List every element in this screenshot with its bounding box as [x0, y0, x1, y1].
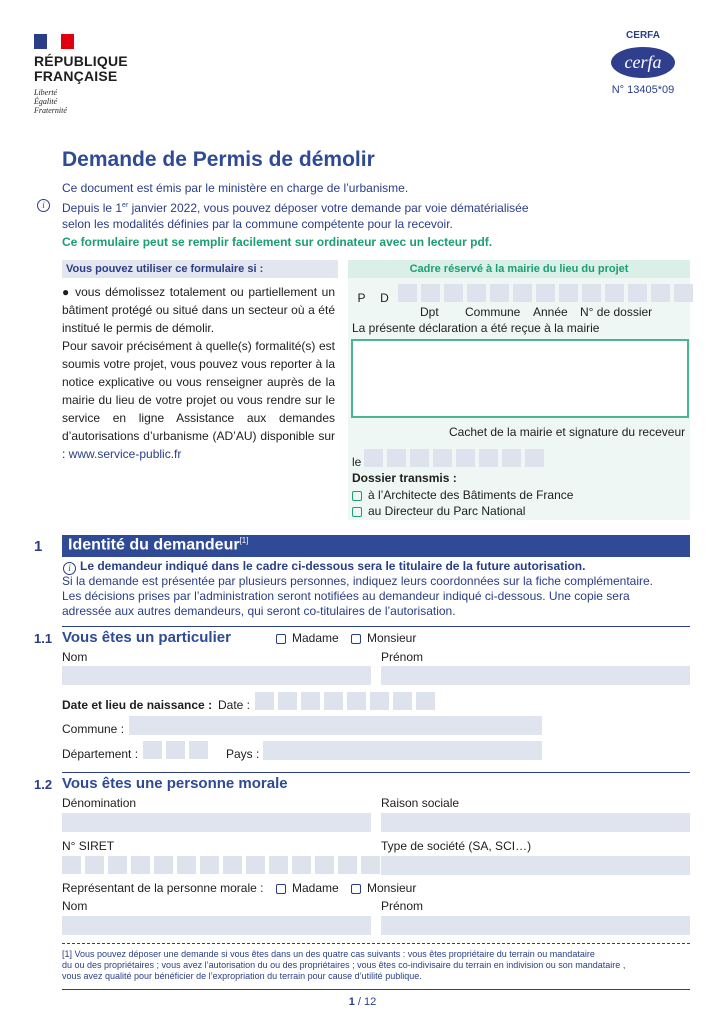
siret-cell[interactable]: [269, 856, 288, 874]
divider: [62, 626, 690, 627]
checkbox-madame[interactable]: [276, 634, 286, 644]
date-cell[interactable]: [456, 449, 475, 467]
nom-field[interactable]: [62, 666, 371, 685]
usage-heading: Vous pouvez utiliser ce formulaire si :: [62, 260, 338, 278]
intro-line2: Depuis le 1er janvier 2022, vous pouvez déposer votre demande par voie dématérialisée: [62, 201, 529, 215]
intro-line3: selon les modalités définies par la commune compétente pour la recevoir.: [62, 217, 453, 231]
section-title: Identité du demandeur[1]: [62, 535, 690, 557]
pays-label: Pays :: [226, 747, 260, 761]
dossier-cell[interactable]: [421, 284, 440, 302]
d-letter: D: [380, 291, 389, 305]
info-icon: i: [63, 562, 76, 575]
col-dossier: N° de dossier: [580, 305, 653, 319]
commune-field[interactable]: [129, 716, 542, 735]
nom-field[interactable]: [62, 916, 371, 935]
siret-cell[interactable]: [177, 856, 196, 874]
siret-cell[interactable]: [154, 856, 173, 874]
siret-cells: [62, 856, 384, 879]
type-label: Type de société (SA, SCI…): [381, 839, 532, 853]
siret-cell[interactable]: [315, 856, 334, 874]
section-note1: Le demandeur indiqué dans le cadre ci-dessous sera le titulaire de la future autorisation.: [80, 559, 586, 573]
reception-box[interactable]: [351, 339, 689, 418]
date-le-label: le: [352, 455, 362, 469]
siret-cell[interactable]: [361, 856, 380, 874]
checkbox-abf[interactable]: [352, 491, 362, 501]
prenom-field[interactable]: [381, 916, 690, 935]
section-note4: adressée aux autres demandeurs, qui seront co-titulaires de l’autorisation.: [62, 604, 456, 618]
footnote: [1] Vous pouvez déposer une demande si vous êtes dans un des quatre cas suivants : vous êtes propriétaire du terrain ou mandataire du ou des propriétaires ; vous avez l’autorisation du ou des propriétaires ; vous êtes co-indivisaire du terrain en indivision ou son mandataire , vous avez qualité pour bénéficier de l’expropriation du terrain pour cause d’utilité publique.: [62, 949, 626, 981]
option-monsieur[interactable]: Monsieur: [351, 881, 416, 895]
page-number: 1 / 12: [348, 996, 377, 1008]
siret-cell[interactable]: [246, 856, 265, 874]
departement-cells: [143, 741, 212, 764]
checkbox-madame[interactable]: [276, 884, 286, 894]
dossier-cell[interactable]: [536, 284, 555, 302]
dossier-number-cells: [352, 284, 697, 307]
col-commune: Commune: [465, 305, 521, 319]
siret-cell[interactable]: [85, 856, 104, 874]
dept-cell[interactable]: [166, 741, 185, 759]
dossier-cell[interactable]: [559, 284, 578, 302]
date-cell[interactable]: [301, 692, 320, 710]
cerfa-number: N° 13405*09: [611, 84, 675, 96]
intro-line4: Ce formulaire peut se remplir facilement sur ordinateur avec un lecteur pdf.: [62, 235, 493, 249]
dossier-cell[interactable]: [398, 284, 417, 302]
cerfa-label: CERFA: [626, 30, 660, 41]
intro-line1: Ce document est émis par le ministère en charge de l’urbanisme.: [62, 181, 409, 195]
french-flag-logo: [34, 34, 74, 49]
dossier-cell[interactable]: [490, 284, 509, 302]
date-cell[interactable]: [502, 449, 521, 467]
siret-cell[interactable]: [223, 856, 242, 874]
date-cell[interactable]: [479, 449, 498, 467]
denomination-field[interactable]: [62, 813, 371, 832]
cachet-label: Cachet de la mairie et signature du receveur: [449, 425, 686, 439]
checkbox-parc-national[interactable]: [352, 507, 362, 517]
date-cell[interactable]: [525, 449, 544, 467]
commune-label: Commune :: [62, 722, 125, 736]
dept-cell[interactable]: [143, 741, 162, 759]
date-cell[interactable]: [387, 449, 406, 467]
info-icon: i: [37, 199, 50, 212]
option-monsieur[interactable]: Monsieur: [351, 631, 416, 645]
footer-divider: [62, 989, 690, 990]
reception-date-cells: [364, 449, 548, 472]
p-letter: P: [357, 291, 366, 305]
footnote-divider: [62, 943, 690, 944]
date-cell[interactable]: [370, 692, 389, 710]
subsection-title: Vous êtes un particulier: [62, 629, 231, 646]
date-cell[interactable]: [347, 692, 366, 710]
dossier-cell[interactable]: [444, 284, 463, 302]
dossier-cell[interactable]: [651, 284, 670, 302]
service-public-link[interactable]: www.service-public.fr: [68, 447, 182, 461]
mairie-heading: Cadre réservé à la mairie du lieu du projet: [348, 260, 690, 278]
siret-cell[interactable]: [338, 856, 357, 874]
nom-label: Nom: [62, 650, 88, 664]
naissance-label: Date et lieu de naissance :: [62, 698, 213, 712]
subsection-title: Vous êtes une personne morale: [62, 775, 288, 792]
dossier-cell[interactable]: [582, 284, 601, 302]
departement-label: Département :: [62, 747, 139, 761]
date-cell[interactable]: [410, 449, 429, 467]
republique-francaise-logo: RÉPUBLIQUE FRANÇAISE: [34, 53, 128, 84]
subsection-number: 1.2: [34, 777, 53, 792]
dept-cell[interactable]: [189, 741, 208, 759]
option-madame[interactable]: Madame: [276, 631, 339, 645]
section-note2: Si la demande est présentée par plusieurs personnes, indiquez leurs coordonnées sur la fiche complémentaire.: [62, 574, 654, 588]
type-field[interactable]: [381, 856, 690, 875]
pays-field[interactable]: [263, 741, 542, 760]
option-madame[interactable]: Madame: [276, 881, 339, 895]
section-note3: Les décisions prises par l’administration seront notifiées au demandeur indiqué ci-dessous. Une copie sera: [62, 589, 630, 603]
recu-label: La présente déclaration a été reçue à la mairie: [352, 321, 600, 335]
siret-cell[interactable]: [131, 856, 150, 874]
date-cell[interactable]: [433, 449, 452, 467]
checkbox-monsieur[interactable]: [351, 884, 361, 894]
dossier-cell[interactable]: [674, 284, 693, 302]
motto: Liberté Égalité Fraternité: [34, 88, 67, 115]
date-cell[interactable]: [364, 449, 383, 467]
prenom-label: Prénom: [381, 899, 424, 913]
siret-cell[interactable]: [200, 856, 219, 874]
nom-label: Nom: [62, 899, 88, 913]
prenom-field[interactable]: [381, 666, 690, 685]
siret-cell[interactable]: [292, 856, 311, 874]
usage-para2: Pour savoir précisément à quelle(s) formalité(s) est soumis votre projet, vous pouvez vous reporter à la notice explicative ou vous renseigner auprès de la mairie du lieu de votre projet ou vous rendre sur le service en ligne Assistance aux demandes d’autorisations d’urbanisme (AD’AU) disponible sur : www.service-public.fr: [62, 339, 335, 461]
prenom-label: Prénom: [381, 650, 424, 664]
dossier-cell[interactable]: [628, 284, 647, 302]
col-annee: Année: [533, 305, 568, 319]
denomination-label: Dénomination: [62, 796, 137, 810]
section-number: 1: [34, 538, 43, 555]
cerfa-logo: cerfa: [611, 47, 675, 78]
date-cell[interactable]: [393, 692, 412, 710]
transmis-label: Dossier transmis :: [352, 471, 457, 485]
raison-field[interactable]: [381, 813, 690, 832]
date-cell[interactable]: [255, 692, 274, 710]
birth-date-cells: [255, 692, 439, 715]
date-cell[interactable]: [324, 692, 343, 710]
option-abf[interactable]: à l’Architecte des Bâtiments de France: [352, 488, 573, 502]
usage-para1: ● vous démolissez totalement ou partiellement un bâtiment protégé ou situé dans un secteur où a été institué le permis de démolir.: [62, 285, 335, 335]
dossier-cell[interactable]: [513, 284, 532, 302]
option-parc-national[interactable]: au Directeur du Parc National: [352, 504, 525, 518]
divider: [62, 772, 690, 773]
date-cell[interactable]: [416, 692, 435, 710]
siret-cell[interactable]: [108, 856, 127, 874]
subsection-number: 1.1: [34, 631, 53, 646]
dossier-cell[interactable]: [467, 284, 486, 302]
raison-label: Raison sociale: [381, 796, 460, 810]
representant-label: Représentant de la personne morale :: [62, 881, 264, 895]
date-cell[interactable]: [278, 692, 297, 710]
date-label: Date :: [218, 698, 251, 712]
dossier-cell[interactable]: [605, 284, 624, 302]
siret-cell[interactable]: [62, 856, 81, 874]
siret-label: N° SIRET: [62, 839, 115, 853]
checkbox-monsieur[interactable]: [351, 634, 361, 644]
page-title: Demande de Permis de démolir: [62, 148, 375, 171]
col-dpt: Dpt: [420, 305, 439, 319]
